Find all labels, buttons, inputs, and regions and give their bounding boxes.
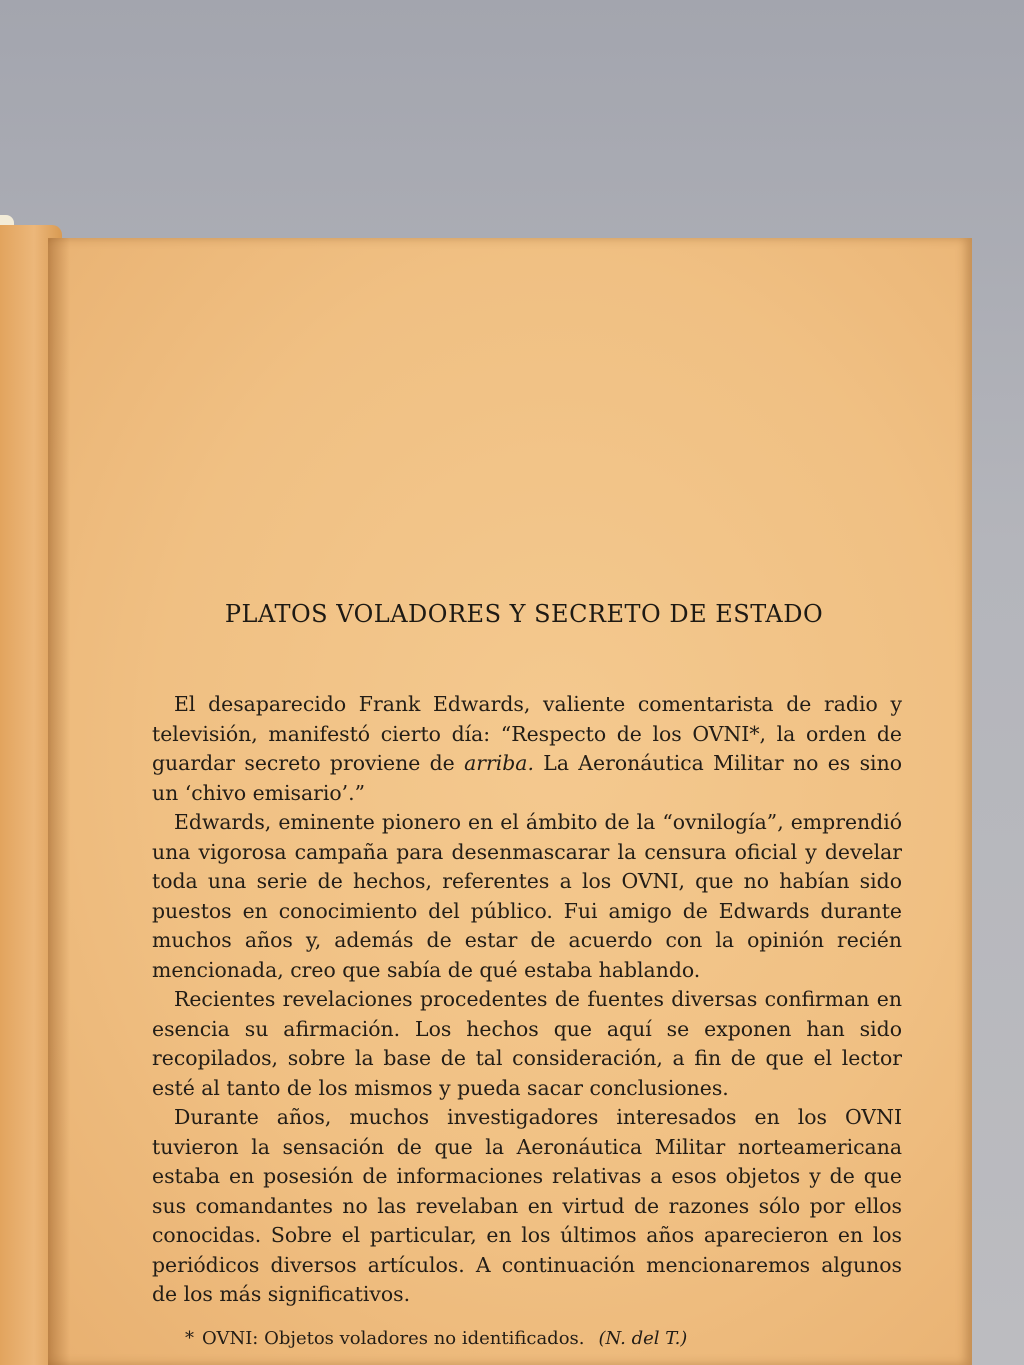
footnote-translator-note: (N. del T.) bbox=[598, 1328, 688, 1349]
paragraph-1 bbox=[152, 690, 902, 808]
paragraph-1-emphasis: arriba. bbox=[464, 751, 534, 775]
chapter-title: PLATOS VOLADORES Y SECRETO DE ESTADO bbox=[224, 600, 824, 628]
paragraph-2: Edwards, eminente pionero en el ámbito de la “ovnilogía”, emprendió una vigorosa campaña para desenmascarar la censura oficial y develar toda una serie de hechos, referentes a los OVNI, que no habían sido puestos en conocimiento del público. Fui amigo de Edwards durante muchos años y, además de estar de acuerdo con la opinión recién mencionada, creo que sabía de qué estaba hablando. bbox=[152, 810, 902, 982]
page-gutter-shadow bbox=[48, 238, 70, 1365]
footnote bbox=[185, 1328, 885, 1349]
paragraph-1-text-end: La Aeronáutica Militar no es sino un ‘chivo emisario’.” bbox=[152, 751, 902, 805]
footnote-text: OVNI: Objetos voladores no identificados. bbox=[202, 1328, 585, 1349]
paragraph-3: Recientes revelaciones procedentes de fuentes diversas confirman en esencia su afirmación. Los hechos que aquí se exponen han sido recopilados, sobre la base de tal consideración, a fin de que el lector esté al tanto de los mismos y pueda sacar conclusiones. bbox=[152, 987, 902, 1100]
footnote-mark: * bbox=[185, 1328, 194, 1349]
body-text bbox=[152, 690, 902, 1310]
paragraph-4: Durante años, muchos investigadores interesados en los OVNI tuvieron la sensación de que la Aeronáutica Militar norteamericana estaba en posesión de informaciones relativas a esos objetos y de que sus comandantes no las revelaban en virtud de razones sólo por ellos conocidas. Sobre el particular, en los últimos años aparecieron en los periódicos diversos artículos. A continuación mencionaremos algunos de los más significativos. bbox=[152, 1105, 902, 1306]
paragraph-1-text: El desaparecido Frank Edwards, valiente comentarista de radio y televisión, manifestó cierto día: “Respecto de los OVNI*, la orden de guardar secreto proviene de bbox=[152, 692, 902, 775]
